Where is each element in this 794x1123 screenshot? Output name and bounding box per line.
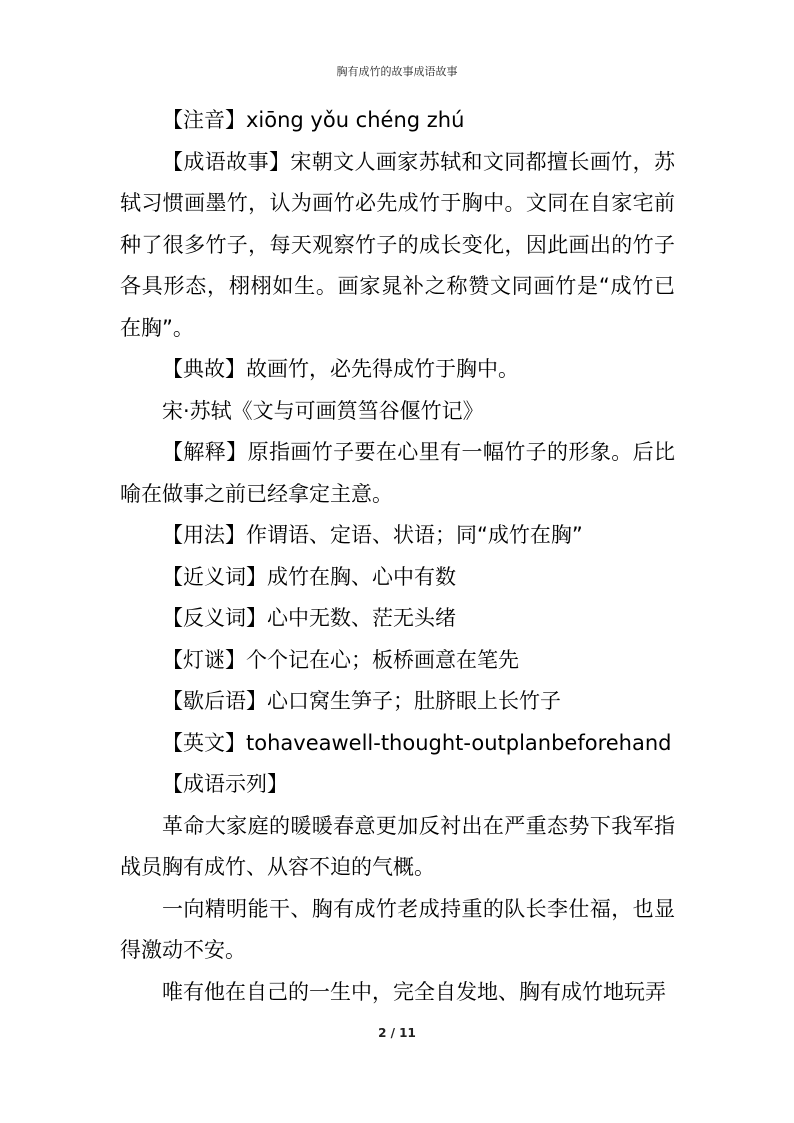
page-header: 胸有成竹的故事成语故事 bbox=[336, 65, 458, 78]
paragraph-examples-heading: 【成语示列】 bbox=[162, 772, 288, 796]
paragraph-example-1: 革命大家庭的暖暖春意更加反衬出在严重态势下我军指战员胸有成竹、从容不迫的气概。 bbox=[120, 813, 675, 879]
paragraph-example-3: 唯有他在自己的一生中，完全自发地、胸有成竹地玩弄 bbox=[162, 979, 666, 1004]
paragraph-riddle: 【灯谜】个个记在心；板桥画意在笔先 bbox=[162, 647, 519, 672]
paragraph-allusion: 【典故】故画竹，必先得成竹于胸中。 bbox=[162, 357, 519, 381]
page-number: 2 / 11 bbox=[378, 1026, 416, 1040]
paragraph-pinyin: 【注音】xiōng yǒu chéng zhú bbox=[162, 108, 465, 132]
paragraph-english: 【英文】tohaveawell-thought-outplanbeforehand bbox=[162, 730, 672, 755]
paragraph-source: 宋·苏轼《文与可画筼筜谷偃竹记》 bbox=[162, 398, 484, 423]
paragraph-usage: 【用法】作谓语、定语、状语；同“成竹在胸” bbox=[162, 523, 583, 547]
paragraph-synonyms: 【近义词】成竹在胸、心中有数 bbox=[162, 564, 456, 589]
paragraph-antonyms: 【反义词】心中无数、茫无头绪 bbox=[162, 606, 456, 630]
document-body bbox=[120, 100, 675, 1013]
paragraph-xiehouyu: 【歇后语】心口窝生笋子；肚脐眼上长竹子 bbox=[162, 689, 561, 713]
paragraph-explanation: 【解释】原指画竹子要在心里有一幅竹子的形象。后比喻在做事之前已经拿定主意。 bbox=[120, 440, 675, 506]
paragraph-story: 【成语故事】宋朝文人画家苏轼和文同都擅长画竹，苏轼习惯画墨竹，认为画竹必先成竹于胸中。文同在自家宅前种了很多竹子，每天观察竹子的成长变化，因此画出的竹子各具形态，栩栩如生。画家晁补之称赞文同画竹是“成竹已在胸”。 bbox=[120, 149, 675, 340]
paragraph-example-2: 一向精明能干、胸有成竹老成持重的队长李仕福，也显得激动不安。 bbox=[120, 896, 675, 962]
